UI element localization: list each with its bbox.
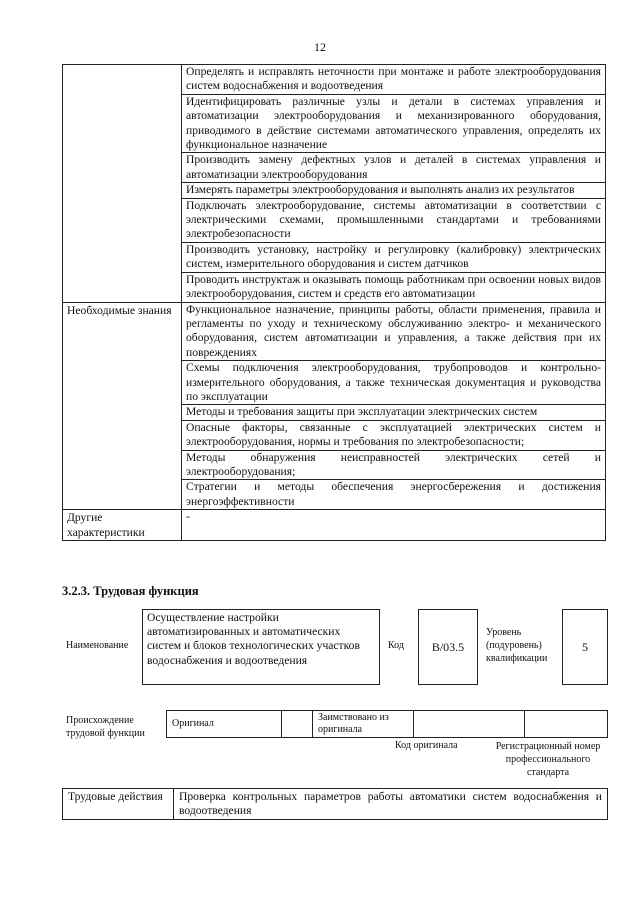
reg-number-caption: Регистрационный номер профессионального стандарта bbox=[495, 741, 601, 778]
code-original-caption: Код оригинала bbox=[395, 740, 458, 751]
origin-mark-cell bbox=[282, 711, 313, 738]
page-number: 12 bbox=[314, 40, 326, 54]
skill-item: Подключать электрооборудование, системы автоматизации в соответствии с электрическими схемами, промышленными стандартами и требованиями электробезопасности bbox=[182, 198, 606, 242]
actions-label: Трудовые действия bbox=[63, 789, 174, 820]
origin-original-cell: Оригинал bbox=[167, 711, 282, 738]
knowledge-item: Стратегии и методы обеспечения энергосбережения и достижения энергоэффективности bbox=[182, 480, 606, 510]
actions-table bbox=[62, 788, 608, 820]
origin-code-cell bbox=[414, 711, 525, 738]
origin-label: Происхождение трудовой функции bbox=[66, 715, 145, 739]
skill-item: Производить замену дефектных узлов и деталей в системах управления и автоматизации электрооборудования bbox=[182, 153, 606, 183]
section-heading: 3.2.3. Трудовая функция bbox=[62, 584, 199, 598]
name-label: Наименование bbox=[66, 640, 129, 651]
skill-item: Определять и исправлять неточности при монтаже и работе электрооборудования систем водоснабжения и водоотведения bbox=[182, 65, 606, 95]
origin-reg-number-cell bbox=[525, 711, 608, 738]
skill-item: Проводить инструктаж и оказывать помощь работникам при освоении новых видов электрооборудования, систем и средств его автоматизации bbox=[182, 272, 606, 302]
qualification-level-label: Уровень (подуровень) квалификации bbox=[486, 627, 548, 664]
skills-label-cell bbox=[63, 65, 182, 303]
actions-value: Проверка контрольных параметров работы автоматики систем водоснабжения и водоотведения bbox=[174, 789, 608, 820]
code-label: Код bbox=[388, 640, 404, 651]
table-row bbox=[63, 65, 606, 95]
other-characteristics-label: Другие характеристики bbox=[63, 510, 182, 541]
skill-item: Идентифицировать различные узлы и детали в системах управления и автоматизации электрооборудования и механизированного оборудования, приводимого в действие системами автоматического управления, определять их функциональное назначение bbox=[182, 94, 606, 153]
origin-borrowed-cell: Заимствовано из оригинала bbox=[313, 711, 414, 738]
knowledge-label: Необходимые знания bbox=[63, 302, 182, 510]
skill-item: Измерять параметры электрооборудования и выполнять анализ их результатов bbox=[182, 183, 606, 198]
knowledge-item: Методы и требования защиты при эксплуатации электрических систем bbox=[182, 405, 606, 420]
origin-table bbox=[166, 710, 608, 738]
table-row bbox=[63, 302, 606, 361]
other-characteristics-value: - bbox=[182, 510, 606, 541]
code-value-box: В/03.5 bbox=[418, 609, 478, 685]
knowledge-item: Функциональное назначение, принципы работы, области применения, правила и регламенты по уходу и техническому обслуживанию электро- и механического оборудования, систем автоматизации и управления, а также действия при их повреждениях bbox=[182, 302, 606, 361]
table-row bbox=[63, 510, 606, 541]
knowledge-item: Методы обнаружения неисправностей электрических сетей и электрооборудования; bbox=[182, 450, 606, 480]
requirements-table bbox=[62, 64, 606, 541]
knowledge-item: Схемы подключения электрооборудования, трубопроводов и контрольно-измерительного оборудования, а также техническая документация и руководства по эксплуатации bbox=[182, 361, 606, 405]
qualification-level-box: 5 bbox=[562, 609, 608, 685]
function-name-box: Осуществление настройки автоматизированных и автоматических систем и блоков технологических участков водоснабжения и водоотведения bbox=[142, 609, 380, 685]
table-row bbox=[167, 711, 608, 738]
table-row bbox=[63, 789, 608, 820]
skill-item: Производить установку, настройку и регулировку (калибровку) электрических систем, измерительного оборудования и систем датчиков bbox=[182, 242, 606, 272]
knowledge-item: Опасные факторы, связанные с эксплуатацией электрических систем и электрооборудования, нормы и требования по электробезопасности; bbox=[182, 420, 606, 450]
